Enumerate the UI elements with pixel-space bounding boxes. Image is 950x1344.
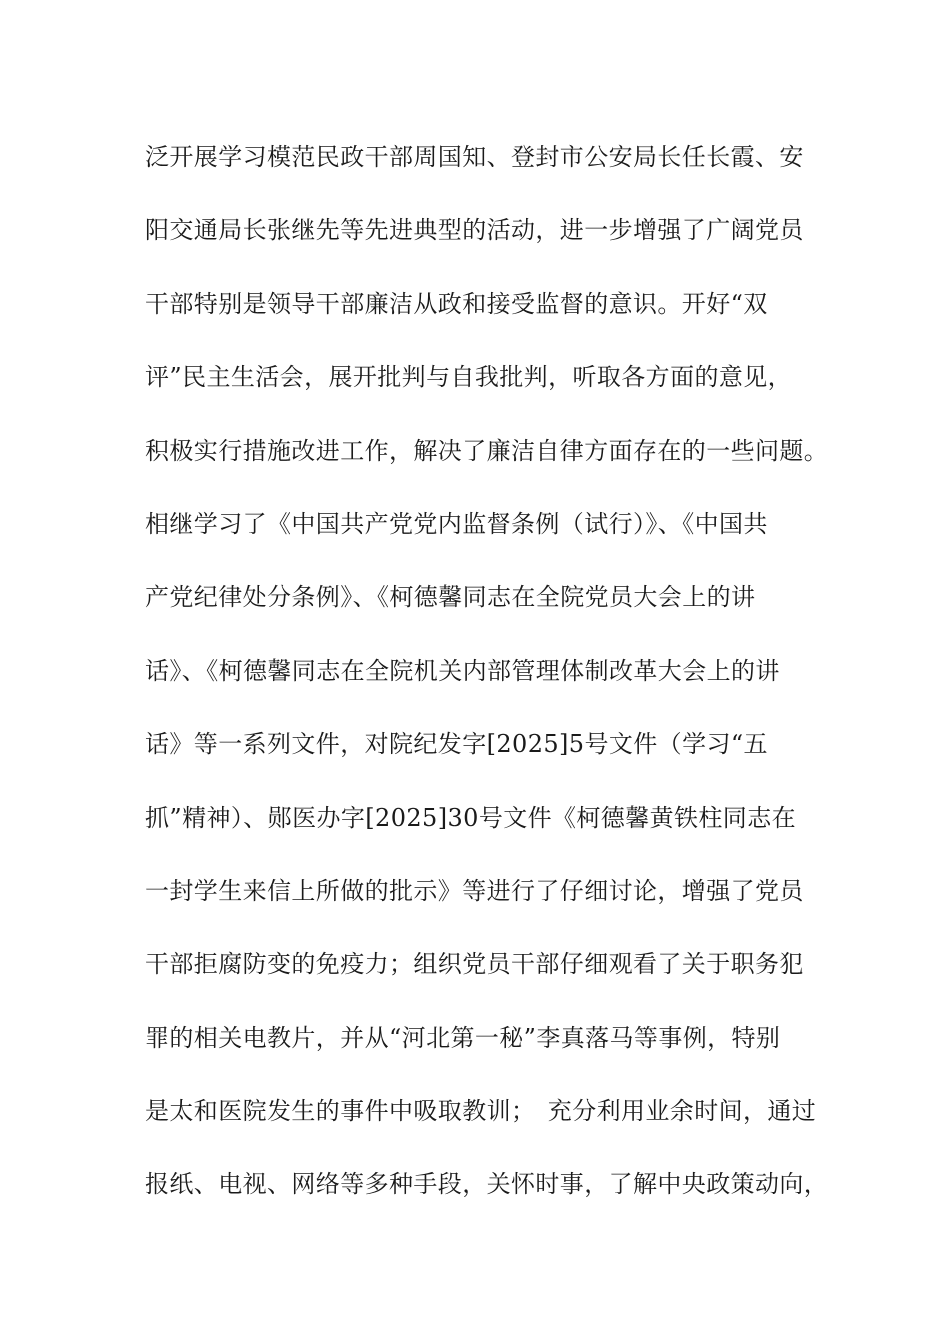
text-line: 积极实行措施改进工作，解决了廉洁自律方面存在的一些问题。 xyxy=(145,436,829,465)
text-line: 罪的相关电教片，并从“河北第一秘”李真落马等事例，特别 xyxy=(145,1023,781,1052)
text-line: 相继学习了《中国共产党党内监督条例（试行）》、《中国共 xyxy=(145,509,768,538)
document-body xyxy=(145,133,835,1234)
text-line: 泛开展学习模范民政干部周国知、登封市公安局长任长霞、安 xyxy=(145,143,804,171)
text-line: 抓”精神）、郧医办字[2025]30号文件《柯德馨黄铁柱同志在 xyxy=(145,803,797,832)
text-line: 产党纪律处分条例》、《柯德馨同志在全院党员大会上的讲 xyxy=(145,583,756,612)
text-line: 话》、《柯德馨同志在全院机关内部管理体制改革大会上的讲 xyxy=(145,656,780,685)
text-line: 报纸、电视、网络等多种手段，关怀时事，了解中央政策动向， xyxy=(145,1170,829,1199)
text-line: 评”民主生活会，展开批判与自我批判，听取各方面的意见， xyxy=(145,363,793,392)
text-line: 干部拒腐防变的免疫力；组织党员干部仔细观看了关于职务犯 xyxy=(145,950,804,979)
text-line: 话》等一系列文件，对院纪发字[2025]5号文件（学习“五 xyxy=(145,730,768,759)
text-line: 阳交通局长张继先等先进典型的活动，进一步增强了广阔党员 xyxy=(145,216,804,245)
text-line: 一封学生来信上所做的批示》等进行了仔细讨论，增强了党员 xyxy=(145,876,804,905)
text-line: 是太和医院发生的事件中吸取教训； 充分利用业余时间，通过 xyxy=(145,1097,817,1126)
text-line: 干部特别是领导干部廉洁从政和接受监督的意识。开好“双 xyxy=(145,289,768,318)
